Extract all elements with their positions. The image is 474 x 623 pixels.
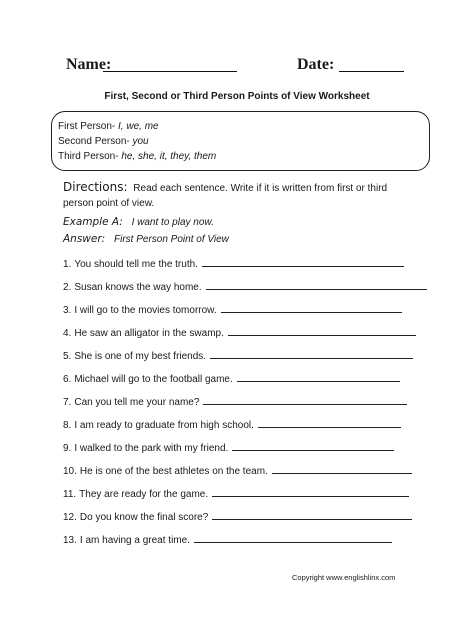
answer-blank[interactable] bbox=[272, 473, 412, 474]
answer-blank[interactable] bbox=[232, 450, 394, 451]
answer-blank[interactable] bbox=[194, 542, 392, 543]
answer-blank[interactable] bbox=[206, 289, 427, 290]
date-answer-line bbox=[339, 71, 404, 72]
question-1: 1. You should tell me the truth. bbox=[63, 259, 404, 270]
directions bbox=[63, 180, 423, 211]
answer-blank[interactable] bbox=[212, 496, 409, 497]
header-row bbox=[0, 54, 474, 78]
first-person-examples: I, we, me bbox=[118, 121, 159, 132]
example-label: Example A: bbox=[63, 216, 123, 228]
question-11: 11. They are ready for the game. bbox=[63, 489, 409, 500]
name-answer-line bbox=[103, 71, 237, 72]
name-label: Name: bbox=[66, 56, 112, 73]
question-9: 9. I walked to the park with my friend. bbox=[63, 443, 394, 454]
question-5: 5. She is one of my best friends. bbox=[63, 351, 413, 362]
answer-blank[interactable] bbox=[203, 404, 407, 405]
answer-blank[interactable] bbox=[258, 427, 401, 428]
answer-blank[interactable] bbox=[210, 358, 413, 359]
directions-text-line2: person point of view. bbox=[63, 198, 155, 209]
answer-text: First Person Point of View bbox=[114, 234, 229, 245]
point-of-view-box bbox=[51, 111, 430, 171]
question-8: 8. I am ready to graduate from high school. bbox=[63, 420, 401, 431]
second-person-examples: you bbox=[132, 136, 149, 147]
answer-label: Answer: bbox=[63, 233, 106, 245]
question-2: 2. Susan knows the way home. bbox=[63, 282, 427, 293]
copyright-notice: Copyright www.englishlinx.com bbox=[292, 573, 396, 582]
third-person-label: Third Person- bbox=[58, 151, 119, 162]
question-6: 6. Michael will go to the football game. bbox=[63, 374, 400, 385]
question-3: 3. I will go to the movies tomorrow. bbox=[63, 305, 402, 316]
answer-row bbox=[63, 233, 229, 245]
worksheet-title: First, Second or Third Person Points of View Worksheet bbox=[104, 91, 370, 102]
answer-blank[interactable] bbox=[228, 335, 416, 336]
answer-blank[interactable] bbox=[202, 266, 404, 267]
first-person-row bbox=[58, 121, 159, 133]
question-4: 4. He saw an alligator in the swamp. bbox=[63, 328, 416, 339]
directions-text-line1: Read each sentence. Write if it is written from first or third bbox=[133, 183, 388, 194]
directions-label: Directions: bbox=[63, 180, 128, 194]
date-label: Date: bbox=[297, 56, 335, 73]
answer-blank[interactable] bbox=[221, 312, 402, 313]
example-row bbox=[63, 216, 214, 228]
first-person-label: First Person- bbox=[58, 121, 116, 132]
example-text: I want to play now. bbox=[131, 217, 214, 228]
question-10: 10. He is one of the best athletes on the team. bbox=[63, 466, 412, 477]
question-12: 12. Do you know the final score? bbox=[63, 512, 412, 523]
second-person-row bbox=[58, 136, 149, 148]
answer-blank[interactable] bbox=[212, 519, 412, 520]
question-13: 13. I am having a great time. bbox=[63, 535, 392, 546]
second-person-label: Second Person- bbox=[58, 136, 130, 147]
answer-blank[interactable] bbox=[237, 381, 400, 382]
question-7: 7. Can you tell me your name? bbox=[63, 397, 407, 408]
third-person-row bbox=[58, 151, 216, 163]
third-person-examples: he, she, it, they, them bbox=[121, 151, 217, 162]
